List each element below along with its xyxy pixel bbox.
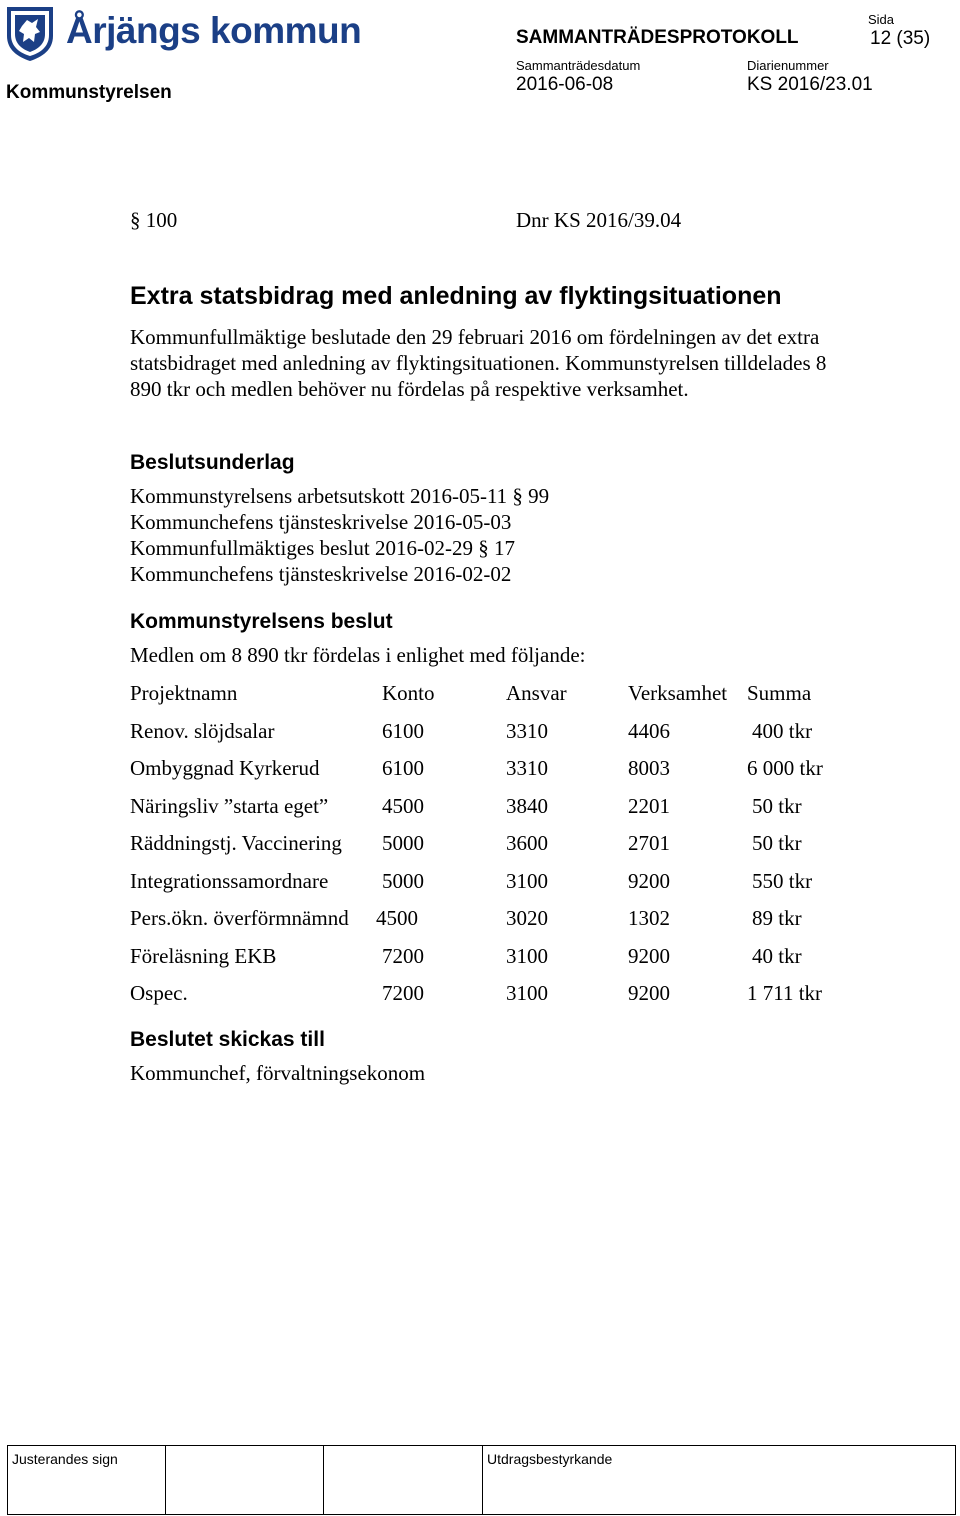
table-cell: 3020 [506,906,548,930]
logo-text: Årjängs kommun [66,10,362,51]
table-cell: 3100 [506,981,548,1005]
table-cell: 3310 [506,756,548,780]
table-cell: 9200 [628,943,670,968]
table-cell: 40 tkr [752,943,802,968]
page-number: 12 (35) [870,28,931,49]
meeting-date-value: 2016-06-08 [516,74,614,95]
table-cell: 550 tkr [752,868,813,893]
registration-number-value: KS 2016/23.01 [747,74,873,95]
table-cell: 50 tkr [752,831,802,855]
table-cell: 6100 [382,718,424,743]
table-cell: 1302 [628,906,670,930]
table-cell: Näringsliv ”starta eget” [130,793,329,818]
table-cell: 6100 [382,756,424,780]
column-header: Konto [382,681,435,705]
case-number: Dnr KS 2016/39.04 [516,208,682,232]
table-cell: 1 711 tkr [747,981,823,1005]
table-cell: Räddningstj. Vaccinering [130,831,342,855]
table-cell: 4500 [382,793,424,818]
municipal-crest-icon [4,4,56,62]
case-intro: Kommunfullmäktige beslutade den 29 februari 2016 om fördelningen av det extra statsbidraget med anledning av flyktingsituationen. Kommunstyrelsen tilldelades 8 890 tkr och medlen behöver nu fördelas på respektive verksamhet. [130,325,827,401]
table-cell: 89 tkr [752,906,802,930]
extract-label: Utdragsbestyrkande [487,1451,613,1467]
decision-heading: Kommunstyrelsens beslut [130,610,393,633]
table-cell: 7200 [382,943,424,968]
list-item: Kommunchefens tjänsteskrivelse 2016-05-03 [130,510,512,534]
column-header: Verksamhet [628,681,728,705]
table-cell: 3840 [506,793,548,818]
distribution-recipients: Kommunchef, förvaltningsekonom [130,1061,426,1085]
sign-cell-3 [323,1446,482,1514]
sign-cell-2 [165,1446,323,1514]
municipality-logo [4,4,364,64]
table-cell: Ospec. [130,981,188,1005]
table-cell: 50 tkr [752,793,802,818]
table-cell: 4406 [628,718,670,743]
table-cell: Föreläsning EKB [130,943,277,968]
signature-footer [7,1445,956,1515]
table-cell: 2701 [628,831,670,855]
table-cell: 6 000 tkr [747,756,823,780]
table-cell: 7200 [382,981,424,1005]
table-cell: 4500 [376,906,418,930]
table-cell: Ombyggnad Kyrkerud [130,756,320,780]
table-cell: 2201 [628,793,670,818]
table-cell: 9200 [628,868,670,893]
list-item: Kommunchefens tjänsteskrivelse 2016-02-02 [130,562,512,586]
sign-cell-1 [8,1446,165,1514]
table-cell: 400 tkr [752,718,813,743]
column-header: Ansvar [506,681,567,705]
document-type: SAMMANTRÄDESPROTOKOLL [516,27,799,48]
table-cell: 3100 [506,943,548,968]
page-label: Sida [868,12,895,27]
distribution-heading: Beslutet skickas till [130,1028,325,1051]
table-cell: 3600 [506,831,548,855]
meeting-date-label: Sammanträdesdatum [516,58,641,73]
list-item: Kommunstyrelsens arbetsutskott 2016-05-11 § 99 [130,484,550,508]
column-header: Summa [747,681,812,705]
paragraph-number: § 100 [130,208,178,232]
table-cell: 9200 [628,981,670,1005]
case-title: Extra statsbidrag med anledning av flyktingsituationen [130,282,782,310]
sign-label: Justerandes sign [12,1451,118,1467]
table-cell: Renov. slöjdsalar [130,718,275,743]
table-cell: 8003 [628,756,670,780]
basis-heading: Beslutsunderlag [130,451,295,474]
basis-list [130,483,549,587]
committee-name: Kommunstyrelsen [6,82,172,103]
list-item: Kommunfullmäktiges beslut 2016-02-29 § 17 [130,536,515,560]
decision-intro: Medlen om 8 890 tkr fördelas i enlighet med följande: [130,643,586,667]
registration-number-label: Diarienummer [747,58,829,73]
table-cell: 3310 [506,718,548,743]
extract-cell [482,1446,955,1514]
table-cell: Pers.ökn. överförmnämnd [130,906,349,930]
column-header: Projektnamn [130,681,238,705]
table-cell: 3100 [506,868,548,893]
table-cell: 5000 [382,868,424,893]
table-cell: Integrationssamordnare [130,868,329,893]
table-cell: 5000 [382,831,424,855]
